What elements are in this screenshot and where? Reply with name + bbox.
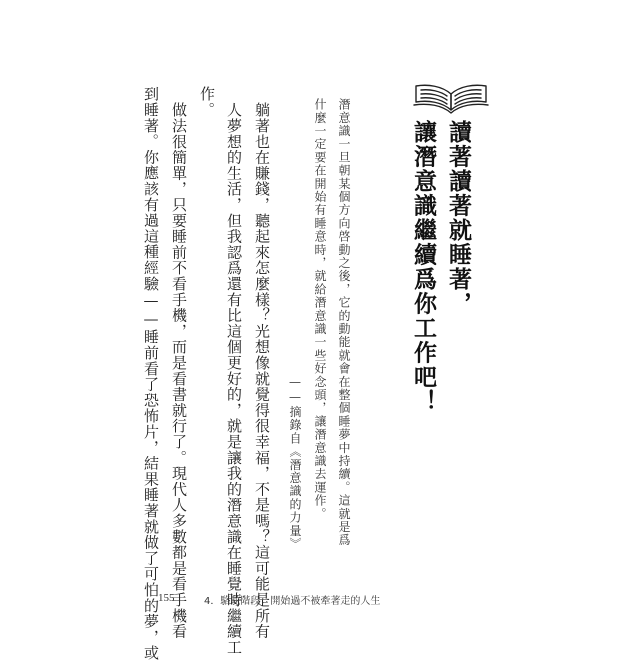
body-line-1: 躺著也在賺錢，聽起來怎麼樣？光想像就覺得很幸福，不是嗎？這可能是所有 [253, 102, 271, 640]
quote-attribution: ——摘錄自《潛意識的力量》 [288, 375, 302, 551]
page-number: 155 [158, 592, 175, 604]
body-line-3: 作。 [198, 86, 216, 118]
body-line-2: 人夢想的生活，但我認爲還有比這個更好的，就是讓我的潛意識在睡覺時繼續工 [225, 102, 243, 655]
title-line-1: 讀著讀著就睡著， [445, 120, 472, 316]
running-head: 4．駱駝階段：開始過不被牽著走的人生 [204, 596, 381, 607]
quote-line-2: 什麼一定要在開始有睡意時，就給潛意識一些好念頭，讓潛意識去運作。 [313, 98, 327, 521]
body-line-5: 到睡著。你應該有過這種經驗——睡前看了恐怖片，結果睡著就做了可怕的夢，或 [142, 86, 160, 661]
quote-line-1: 潛意識一旦朝某個方向啓動之後，它的動能就會在整個睡夢中持續。這就是爲 [337, 98, 351, 547]
open-book-icon [412, 80, 490, 116]
title-line-2: 讓潛意識繼續爲你工作吧！ [410, 120, 437, 414]
body-line-4: 做法很簡單，只要睡前不看手機，而是看書就行了。現代人多數都是看手機看 [170, 102, 188, 640]
